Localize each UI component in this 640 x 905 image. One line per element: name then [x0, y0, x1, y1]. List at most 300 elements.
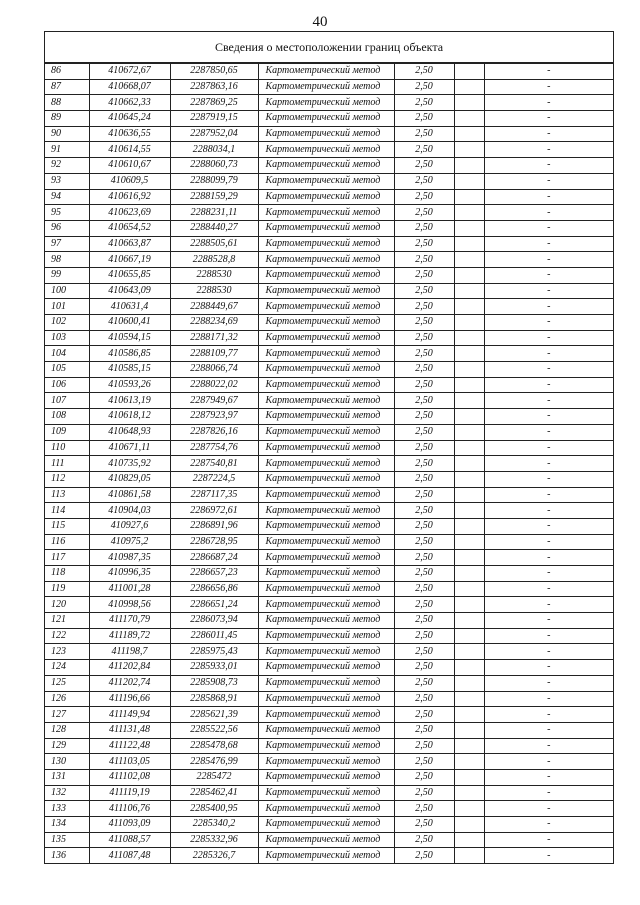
note-cell: -: [484, 456, 613, 472]
empty-cell: [454, 440, 484, 456]
table-row: [45, 377, 613, 393]
y-coordinate-cell: 2286657,23: [170, 566, 258, 582]
accuracy-cell: 2,50: [394, 581, 454, 597]
x-coordinate-cell: 410586,85: [89, 346, 170, 362]
table-row: [45, 550, 613, 566]
accuracy-cell: 2,50: [394, 315, 454, 331]
x-coordinate-cell: 411131,48: [89, 722, 170, 738]
note-cell: -: [484, 111, 613, 127]
method-cell: Картометрический метод: [258, 754, 394, 770]
table-row: [45, 64, 613, 80]
empty-cell: [454, 738, 484, 754]
empty-cell: [454, 832, 484, 848]
y-coordinate-cell: 2286891,96: [170, 518, 258, 534]
accuracy-cell: 2,50: [394, 597, 454, 613]
table-row: [45, 126, 613, 142]
accuracy-cell: 2,50: [394, 566, 454, 582]
method-cell: Картометрический метод: [258, 315, 394, 331]
accuracy-cell: 2,50: [394, 393, 454, 409]
accuracy-cell: 2,50: [394, 220, 454, 236]
point-number-cell: 104: [45, 346, 89, 362]
y-coordinate-cell: 2286011,45: [170, 628, 258, 644]
y-coordinate-cell: 2286656,86: [170, 581, 258, 597]
method-cell: Картометрический метод: [258, 848, 394, 864]
method-cell: Картометрический метод: [258, 283, 394, 299]
method-cell: Картометрический метод: [258, 111, 394, 127]
point-number-cell: 89: [45, 111, 89, 127]
method-cell: Картометрический метод: [258, 503, 394, 519]
table-row: [45, 95, 613, 111]
boundary-table-frame: [44, 31, 614, 864]
empty-cell: [454, 848, 484, 864]
y-coordinate-cell: 2287919,15: [170, 111, 258, 127]
empty-cell: [454, 518, 484, 534]
x-coordinate-cell: 410927,6: [89, 518, 170, 534]
note-cell: -: [484, 581, 613, 597]
accuracy-cell: 2,50: [394, 456, 454, 472]
note-cell: -: [484, 534, 613, 550]
point-number-cell: 100: [45, 283, 89, 299]
x-coordinate-cell: 410600,41: [89, 315, 170, 331]
empty-cell: [454, 424, 484, 440]
empty-cell: [454, 503, 484, 519]
point-number-cell: 88: [45, 95, 89, 111]
method-cell: Картометрический метод: [258, 64, 394, 80]
table-row: [45, 471, 613, 487]
empty-cell: [454, 267, 484, 283]
accuracy-cell: 2,50: [394, 126, 454, 142]
y-coordinate-cell: 2287949,67: [170, 393, 258, 409]
point-number-cell: 91: [45, 142, 89, 158]
point-number-cell: 118: [45, 566, 89, 582]
x-coordinate-cell: 411102,08: [89, 769, 170, 785]
x-coordinate-cell: 410594,15: [89, 330, 170, 346]
point-number-cell: 112: [45, 471, 89, 487]
method-cell: Картометрический метод: [258, 330, 394, 346]
empty-cell: [454, 691, 484, 707]
note-cell: -: [484, 487, 613, 503]
accuracy-cell: 2,50: [394, 801, 454, 817]
table-row: [45, 707, 613, 723]
x-coordinate-cell: 410975,2: [89, 534, 170, 550]
method-cell: Картометрический метод: [258, 566, 394, 582]
method-cell: Картометрический метод: [258, 267, 394, 283]
accuracy-cell: 2,50: [394, 503, 454, 519]
accuracy-cell: 2,50: [394, 64, 454, 80]
y-coordinate-cell: 2287826,16: [170, 424, 258, 440]
x-coordinate-cell: 410631,4: [89, 299, 170, 315]
y-coordinate-cell: 2285332,96: [170, 832, 258, 848]
method-cell: Картометрический метод: [258, 738, 394, 754]
point-number-cell: 134: [45, 817, 89, 833]
method-cell: Картометрический метод: [258, 79, 394, 95]
point-number-cell: 116: [45, 534, 89, 550]
point-number-cell: 114: [45, 503, 89, 519]
table-row: [45, 440, 613, 456]
note-cell: -: [484, 440, 613, 456]
point-number-cell: 95: [45, 205, 89, 221]
note-cell: -: [484, 707, 613, 723]
method-cell: Картометрический метод: [258, 691, 394, 707]
point-number-cell: 101: [45, 299, 89, 315]
x-coordinate-cell: 410672,67: [89, 64, 170, 80]
empty-cell: [454, 707, 484, 723]
accuracy-cell: 2,50: [394, 189, 454, 205]
x-coordinate-cell: 410662,33: [89, 95, 170, 111]
accuracy-cell: 2,50: [394, 299, 454, 315]
empty-cell: [454, 173, 484, 189]
x-coordinate-cell: 410610,67: [89, 158, 170, 174]
accuracy-cell: 2,50: [394, 644, 454, 660]
method-cell: Картометрический метод: [258, 832, 394, 848]
empty-cell: [454, 330, 484, 346]
y-coordinate-cell: 2285326,7: [170, 848, 258, 864]
empty-cell: [454, 393, 484, 409]
point-number-cell: 123: [45, 644, 89, 660]
x-coordinate-cell: 410668,07: [89, 79, 170, 95]
table-row: [45, 173, 613, 189]
accuracy-cell: 2,50: [394, 738, 454, 754]
y-coordinate-cell: 2288060,73: [170, 158, 258, 174]
x-coordinate-cell: 410585,15: [89, 362, 170, 378]
accuracy-cell: 2,50: [394, 362, 454, 378]
accuracy-cell: 2,50: [394, 205, 454, 221]
note-cell: -: [484, 330, 613, 346]
x-coordinate-cell: 411103,05: [89, 754, 170, 770]
note-cell: -: [484, 785, 613, 801]
x-coordinate-cell: 411149,94: [89, 707, 170, 723]
accuracy-cell: 2,50: [394, 754, 454, 770]
accuracy-cell: 2,50: [394, 769, 454, 785]
note-cell: -: [484, 660, 613, 676]
x-coordinate-cell: 411119,19: [89, 785, 170, 801]
empty-cell: [454, 111, 484, 127]
point-number-cell: 121: [45, 613, 89, 629]
table-row: [45, 566, 613, 582]
table-row: [45, 236, 613, 252]
note-cell: -: [484, 409, 613, 425]
point-number-cell: 132: [45, 785, 89, 801]
note-cell: -: [484, 346, 613, 362]
y-coordinate-cell: 2285476,99: [170, 754, 258, 770]
y-coordinate-cell: 2287224,5: [170, 471, 258, 487]
empty-cell: [454, 95, 484, 111]
note-cell: -: [484, 393, 613, 409]
table-row: [45, 346, 613, 362]
table-row: [45, 738, 613, 754]
point-number-cell: 125: [45, 675, 89, 691]
x-coordinate-cell: 410735,92: [89, 456, 170, 472]
point-number-cell: 86: [45, 64, 89, 80]
empty-cell: [454, 471, 484, 487]
point-number-cell: 103: [45, 330, 89, 346]
table-row: [45, 848, 613, 864]
table-row: [45, 205, 613, 221]
point-number-cell: 105: [45, 362, 89, 378]
method-cell: Картометрический метод: [258, 440, 394, 456]
x-coordinate-cell: 410667,19: [89, 252, 170, 268]
note-cell: -: [484, 189, 613, 205]
method-cell: Картометрический метод: [258, 393, 394, 409]
accuracy-cell: 2,50: [394, 707, 454, 723]
accuracy-cell: 2,50: [394, 267, 454, 283]
accuracy-cell: 2,50: [394, 142, 454, 158]
method-cell: Картометрический метод: [258, 534, 394, 550]
point-number-cell: 98: [45, 252, 89, 268]
point-number-cell: 129: [45, 738, 89, 754]
table-row: [45, 220, 613, 236]
note-cell: -: [484, 675, 613, 691]
y-coordinate-cell: 2288022,02: [170, 377, 258, 393]
note-cell: -: [484, 738, 613, 754]
table-row: [45, 456, 613, 472]
note-cell: -: [484, 283, 613, 299]
x-coordinate-cell: 411198,7: [89, 644, 170, 660]
accuracy-cell: 2,50: [394, 628, 454, 644]
x-coordinate-cell: 410645,24: [89, 111, 170, 127]
method-cell: Картометрический метод: [258, 628, 394, 644]
empty-cell: [454, 205, 484, 221]
point-number-cell: 136: [45, 848, 89, 864]
x-coordinate-cell: 410613,19: [89, 393, 170, 409]
y-coordinate-cell: 2287952,04: [170, 126, 258, 142]
x-coordinate-cell: 410904,03: [89, 503, 170, 519]
method-cell: Картометрический метод: [258, 158, 394, 174]
method-cell: Картометрический метод: [258, 142, 394, 158]
method-cell: Картометрический метод: [258, 769, 394, 785]
empty-cell: [454, 346, 484, 362]
empty-cell: [454, 220, 484, 236]
table-row: [45, 518, 613, 534]
x-coordinate-cell: 410643,09: [89, 283, 170, 299]
method-cell: Картометрический метод: [258, 456, 394, 472]
note-cell: -: [484, 173, 613, 189]
x-coordinate-cell: 410654,52: [89, 220, 170, 236]
note-cell: -: [484, 205, 613, 221]
y-coordinate-cell: 2287923,97: [170, 409, 258, 425]
y-coordinate-cell: 2285462,41: [170, 785, 258, 801]
accuracy-cell: 2,50: [394, 252, 454, 268]
empty-cell: [454, 566, 484, 582]
table-row: [45, 299, 613, 315]
method-cell: Картометрический метод: [258, 487, 394, 503]
note-cell: -: [484, 79, 613, 95]
note-cell: -: [484, 566, 613, 582]
point-number-cell: 122: [45, 628, 89, 644]
method-cell: Картометрический метод: [258, 205, 394, 221]
note-cell: -: [484, 597, 613, 613]
x-coordinate-cell: 410616,92: [89, 189, 170, 205]
note-cell: -: [484, 267, 613, 283]
table-row: [45, 785, 613, 801]
y-coordinate-cell: 2287869,25: [170, 95, 258, 111]
accuracy-cell: 2,50: [394, 158, 454, 174]
note-cell: -: [484, 817, 613, 833]
table-row: [45, 283, 613, 299]
method-cell: Картометрический метод: [258, 424, 394, 440]
point-number-cell: 96: [45, 220, 89, 236]
x-coordinate-cell: 411170,79: [89, 613, 170, 629]
empty-cell: [454, 64, 484, 80]
y-coordinate-cell: 2288171,32: [170, 330, 258, 346]
note-cell: -: [484, 503, 613, 519]
x-coordinate-cell: 411088,57: [89, 832, 170, 848]
method-cell: Картометрический метод: [258, 409, 394, 425]
x-coordinate-cell: 410609,5: [89, 173, 170, 189]
y-coordinate-cell: 2288528,8: [170, 252, 258, 268]
table-row: [45, 330, 613, 346]
y-coordinate-cell: 2288234,69: [170, 315, 258, 331]
coordinates-table: [45, 63, 613, 864]
note-cell: -: [484, 220, 613, 236]
method-cell: Картометрический метод: [258, 362, 394, 378]
x-coordinate-cell: 411106,76: [89, 801, 170, 817]
empty-cell: [454, 550, 484, 566]
table-row: [45, 189, 613, 205]
accuracy-cell: 2,50: [394, 660, 454, 676]
y-coordinate-cell: 2287850,65: [170, 64, 258, 80]
table-row: [45, 628, 613, 644]
table-row: [45, 644, 613, 660]
accuracy-cell: 2,50: [394, 550, 454, 566]
point-number-cell: 109: [45, 424, 89, 440]
empty-cell: [454, 597, 484, 613]
x-coordinate-cell: 411202,74: [89, 675, 170, 691]
table-row: [45, 252, 613, 268]
accuracy-cell: 2,50: [394, 487, 454, 503]
y-coordinate-cell: 2286687,24: [170, 550, 258, 566]
empty-cell: [454, 534, 484, 550]
empty-cell: [454, 299, 484, 315]
x-coordinate-cell: 411122,48: [89, 738, 170, 754]
point-number-cell: 117: [45, 550, 89, 566]
empty-cell: [454, 236, 484, 252]
accuracy-cell: 2,50: [394, 471, 454, 487]
y-coordinate-cell: 2288066,74: [170, 362, 258, 378]
table-row: [45, 267, 613, 283]
y-coordinate-cell: 2285975,43: [170, 644, 258, 660]
y-coordinate-cell: 2285868,91: [170, 691, 258, 707]
empty-cell: [454, 456, 484, 472]
y-coordinate-cell: 2285908,73: [170, 675, 258, 691]
page-number: 40: [312, 14, 328, 30]
point-number-cell: 92: [45, 158, 89, 174]
accuracy-cell: 2,50: [394, 848, 454, 864]
note-cell: -: [484, 691, 613, 707]
table-row: [45, 754, 613, 770]
note-cell: -: [484, 315, 613, 331]
point-number-cell: 120: [45, 597, 89, 613]
note-cell: -: [484, 299, 613, 315]
y-coordinate-cell: 2286073,94: [170, 613, 258, 629]
point-number-cell: 97: [45, 236, 89, 252]
point-number-cell: 108: [45, 409, 89, 425]
table-row: [45, 362, 613, 378]
table-row: [45, 597, 613, 613]
table-row: [45, 660, 613, 676]
accuracy-cell: 2,50: [394, 346, 454, 362]
point-number-cell: 94: [45, 189, 89, 205]
y-coordinate-cell: 2285400,95: [170, 801, 258, 817]
x-coordinate-cell: 410996,35: [89, 566, 170, 582]
note-cell: -: [484, 754, 613, 770]
x-coordinate-cell: 411087,48: [89, 848, 170, 864]
table-row: [45, 315, 613, 331]
y-coordinate-cell: 2288099,79: [170, 173, 258, 189]
table-row: [45, 534, 613, 550]
method-cell: Картометрический метод: [258, 346, 394, 362]
y-coordinate-cell: 2288530: [170, 267, 258, 283]
method-cell: Картометрический метод: [258, 173, 394, 189]
note-cell: -: [484, 628, 613, 644]
method-cell: Картометрический метод: [258, 377, 394, 393]
y-coordinate-cell: 2286651,24: [170, 597, 258, 613]
x-coordinate-cell: 411202,84: [89, 660, 170, 676]
empty-cell: [454, 409, 484, 425]
empty-cell: [454, 283, 484, 299]
note-cell: -: [484, 550, 613, 566]
y-coordinate-cell: 2286728,95: [170, 534, 258, 550]
note-cell: -: [484, 64, 613, 80]
empty-cell: [454, 613, 484, 629]
x-coordinate-cell: 410593,26: [89, 377, 170, 393]
note-cell: -: [484, 848, 613, 864]
point-number-cell: 124: [45, 660, 89, 676]
table-row: [45, 817, 613, 833]
x-coordinate-cell: 410614,55: [89, 142, 170, 158]
accuracy-cell: 2,50: [394, 613, 454, 629]
empty-cell: [454, 79, 484, 95]
empty-cell: [454, 581, 484, 597]
note-cell: -: [484, 252, 613, 268]
method-cell: Картометрический метод: [258, 613, 394, 629]
method-cell: Картометрический метод: [258, 471, 394, 487]
table-row: [45, 769, 613, 785]
method-cell: Картометрический метод: [258, 220, 394, 236]
accuracy-cell: 2,50: [394, 173, 454, 189]
empty-cell: [454, 142, 484, 158]
method-cell: Картометрический метод: [258, 299, 394, 315]
note-cell: -: [484, 362, 613, 378]
accuracy-cell: 2,50: [394, 534, 454, 550]
table-row: [45, 675, 613, 691]
point-number-cell: 131: [45, 769, 89, 785]
note-cell: -: [484, 126, 613, 142]
point-number-cell: 87: [45, 79, 89, 95]
point-number-cell: 102: [45, 315, 89, 331]
empty-cell: [454, 644, 484, 660]
table-row: [45, 393, 613, 409]
point-number-cell: 130: [45, 754, 89, 770]
accuracy-cell: 2,50: [394, 675, 454, 691]
x-coordinate-cell: 410829,05: [89, 471, 170, 487]
table-row: [45, 111, 613, 127]
note-cell: -: [484, 518, 613, 534]
y-coordinate-cell: 2288440,27: [170, 220, 258, 236]
method-cell: Картометрический метод: [258, 550, 394, 566]
empty-cell: [454, 158, 484, 174]
table-row: [45, 503, 613, 519]
accuracy-cell: 2,50: [394, 377, 454, 393]
point-number-cell: 111: [45, 456, 89, 472]
y-coordinate-cell: 2288530: [170, 283, 258, 299]
method-cell: Картометрический метод: [258, 817, 394, 833]
y-coordinate-cell: 2285522,56: [170, 722, 258, 738]
x-coordinate-cell: 411093,09: [89, 817, 170, 833]
accuracy-cell: 2,50: [394, 518, 454, 534]
empty-cell: [454, 817, 484, 833]
note-cell: -: [484, 832, 613, 848]
